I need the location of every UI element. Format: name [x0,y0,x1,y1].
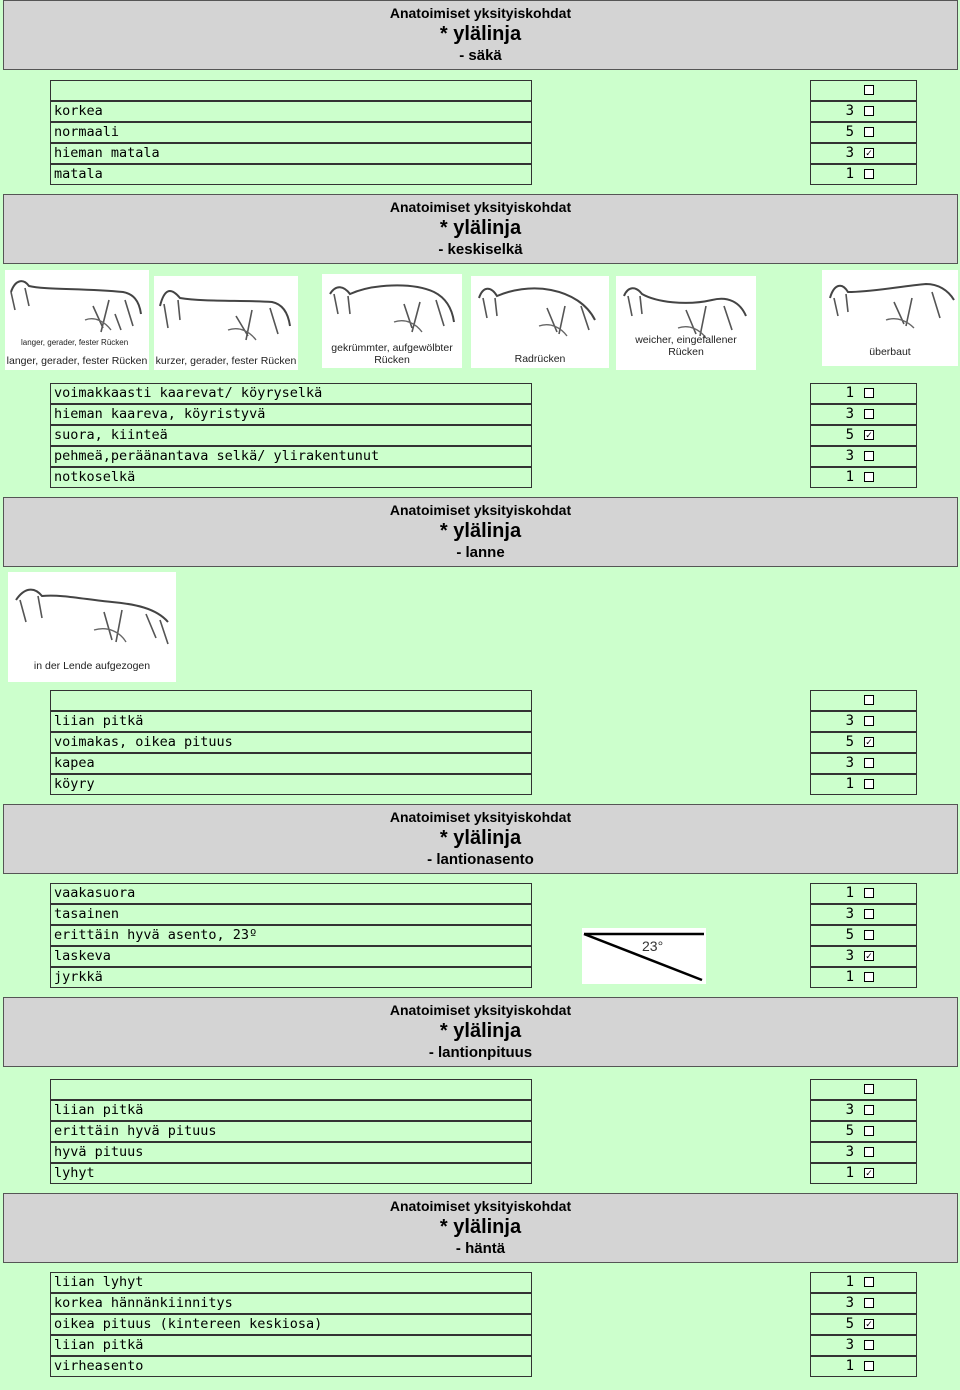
option-score: 3 [845,406,854,422]
header-line1: Anatoimiset yksityiskohdat [389,1198,572,1214]
option-label: vaakasuora [50,883,532,904]
header-line2: * ylälinja [439,1020,522,1042]
option-value-cell[interactable] [810,967,917,988]
option-label: voimakas, oikea pituus [50,732,532,753]
header-line1: Anatoimiset yksityiskohdat [389,502,572,518]
option-value-cell[interactable] [810,164,917,185]
option-score: 1 [845,1274,854,1290]
back-shape-figure [616,276,756,370]
option-checkbox[interactable] [864,169,874,179]
option-score: 5 [845,927,854,943]
option-label [50,80,532,101]
option-value-cell[interactable] [810,404,917,425]
option-score: 1 [845,1165,854,1181]
option-score: 1 [845,385,854,401]
header-line2: * ylälinja [439,827,522,849]
option-checkbox[interactable] [864,695,874,705]
option-value-cell[interactable] [810,1121,917,1142]
option-label: pehmeä,peräänantava selkä/ ylirakentunut [50,446,532,467]
option-score: 1 [845,166,854,182]
section-header-lantionasento [3,804,958,874]
figure-caption: in der Lende aufgezogen [33,660,151,672]
option-value-cell[interactable] [810,446,917,467]
option-label: oikea pituus (kintereen keskiosa) [50,1314,532,1335]
figure-caption: Radrücken [514,353,566,365]
option-score: 3 [845,1337,854,1353]
figure-caption: überbaut [869,346,911,358]
option-checkbox[interactable] [864,888,874,898]
back-shape-figure [471,276,609,368]
back-shape-figure [154,276,298,370]
option-checkbox[interactable]: ✓ [865,737,873,747]
option-label: matala [50,164,532,185]
figure-caption: gekrümmter, aufgewölbter Rücken [331,342,453,366]
option-label: erittäin hyvä asento, 23º [50,925,532,946]
option-score: 3 [845,713,854,729]
option-value-cell[interactable] [810,383,917,404]
header-line3: - lantionasento [427,851,534,868]
option-checkbox[interactable] [864,1084,874,1094]
option-checkbox[interactable] [864,1105,874,1115]
option-checkbox[interactable]: ✓ [865,951,873,961]
option-checkbox[interactable] [864,1277,874,1287]
option-label: liian pitkä [50,1100,532,1121]
header-line3: - keskiselkä [438,241,523,258]
option-score: 1 [845,969,854,985]
option-checkbox[interactable] [864,388,874,398]
option-label: notkoselkä [50,467,532,488]
figure-caption: langer, gerader, fester Rücken [6,355,148,367]
option-value-cell[interactable] [810,1272,917,1293]
loin-figure [8,572,176,682]
back-shape-figure [5,270,149,370]
option-value-cell[interactable] [810,904,917,925]
option-score: 1 [845,776,854,792]
option-label [50,1079,532,1100]
section-header-saka [3,0,958,70]
option-value-cell[interactable] [810,1293,917,1314]
option-label: hyvä pituus [50,1142,532,1163]
option-label: köyry [50,774,532,795]
option-checkbox[interactable] [864,472,874,482]
option-value-cell[interactable] [810,1314,917,1335]
option-score: 1 [845,1358,854,1374]
header-line1: Anatoimiset yksityiskohdat [389,5,572,21]
option-score: 1 [845,469,854,485]
option-checkbox[interactable] [864,127,874,137]
option-label [50,690,532,711]
header-line3: - lantionpituus [428,1044,533,1061]
option-label: tasainen [50,904,532,925]
section-header-lanne [3,497,958,567]
option-checkbox[interactable] [864,972,874,982]
option-score: 3 [845,906,854,922]
option-value-cell[interactable] [810,1142,917,1163]
option-label: normaali [50,122,532,143]
figure-caption: kurzer, gerader, fester Rücken [155,355,297,367]
option-checkbox[interactable] [864,1298,874,1308]
option-checkbox[interactable] [864,1361,874,1371]
option-value-cell[interactable] [810,425,917,446]
option-label: voimakkaasti kaarevat/ köyryselkä [50,383,532,404]
option-checkbox[interactable] [864,1340,874,1350]
header-line3: - säkä [459,47,502,64]
option-value-cell[interactable] [810,467,917,488]
option-score: 3 [845,755,854,771]
option-value-cell[interactable] [810,101,917,122]
option-value-cell[interactable] [810,1079,917,1100]
option-score: 5 [845,427,854,443]
back-shape-figure [322,274,462,368]
option-label: liian pitkä [50,1335,532,1356]
option-score: 3 [845,145,854,161]
angle-label: 23° [642,938,664,954]
option-label: liian pitkä [50,711,532,732]
option-score: 1 [845,885,854,901]
option-value-cell[interactable] [810,1163,917,1184]
option-score: 3 [845,1144,854,1160]
option-score: 5 [845,1123,854,1139]
option-label: liian lyhyt [50,1272,532,1293]
option-value-cell[interactable] [810,1335,917,1356]
option-label: korkea [50,101,532,122]
option-value-cell[interactable] [810,774,917,795]
header-line3: - häntä [455,1240,506,1257]
header-line2: * ylälinja [439,217,522,239]
option-checkbox[interactable] [864,930,874,940]
option-score: 3 [845,948,854,964]
option-score: 3 [845,1102,854,1118]
back-shape-figure [822,270,958,366]
option-label: suora, kiinteä [50,425,532,446]
option-value-cell[interactable] [810,143,917,164]
header-line3: - lanne [456,544,505,561]
option-value-cell[interactable] [810,1100,917,1121]
option-value-cell[interactable] [810,80,917,101]
option-value-cell[interactable] [810,711,917,732]
option-checkbox[interactable]: ✓ [865,1168,873,1178]
option-checkbox[interactable]: ✓ [865,1319,873,1329]
option-score: 5 [845,124,854,140]
option-label: jyrkkä [50,967,532,988]
figure-inner-label: langer, gerader, fester Rücken [21,338,129,347]
option-value-cell[interactable] [810,732,917,753]
section-header-keskiselka [3,194,958,264]
option-label: erittäin hyvä pituus [50,1121,532,1142]
option-label: lyhyt [50,1163,532,1184]
header-line2: * ylälinja [439,1216,522,1238]
option-checkbox[interactable] [864,85,874,95]
option-label: kapea [50,753,532,774]
option-value-cell[interactable] [810,753,917,774]
section-header-lantionpituus [3,997,958,1067]
option-score: 3 [845,103,854,119]
option-value-cell[interactable] [810,946,917,967]
header-line1: Anatoimiset yksityiskohdat [389,199,572,215]
option-checkbox[interactable] [864,1147,874,1157]
option-value-cell[interactable] [810,690,917,711]
header-line2: * ylälinja [439,23,522,45]
option-score: 3 [845,448,854,464]
option-checkbox[interactable]: ✓ [865,430,873,440]
pelvis-angle-figure [582,928,706,984]
angle-diagram [582,928,706,984]
option-label: virheasento [50,1356,532,1377]
option-label: korkea hännänkiinnitys [50,1293,532,1314]
header-line1: Anatoimiset yksityiskohdat [389,809,572,825]
option-value-cell[interactable] [810,122,917,143]
option-checkbox[interactable] [864,716,874,726]
option-checkbox[interactable] [864,1126,874,1136]
option-score: 5 [845,734,854,750]
option-value-cell[interactable] [810,883,917,904]
section-header-hanta [3,1193,958,1263]
option-checkbox[interactable] [864,909,874,919]
option-checkbox[interactable] [864,758,874,768]
option-checkbox[interactable] [864,106,874,116]
option-label: hieman matala [50,143,532,164]
option-checkbox[interactable] [864,451,874,461]
option-label: laskeva [50,946,532,967]
option-checkbox[interactable] [864,409,874,419]
option-checkbox[interactable] [864,779,874,789]
option-value-cell[interactable] [810,925,917,946]
option-checkbox[interactable]: ✓ [865,148,873,158]
option-score: 3 [845,1295,854,1311]
option-value-cell[interactable] [810,1356,917,1377]
option-label: hieman kaareva, köyristyvä [50,404,532,425]
figure-caption: weicher, eingefallener Rücken [635,334,737,358]
option-score: 5 [845,1316,854,1332]
header-line2: * ylälinja [439,520,522,542]
header-line1: Anatoimiset yksityiskohdat [389,1002,572,1018]
